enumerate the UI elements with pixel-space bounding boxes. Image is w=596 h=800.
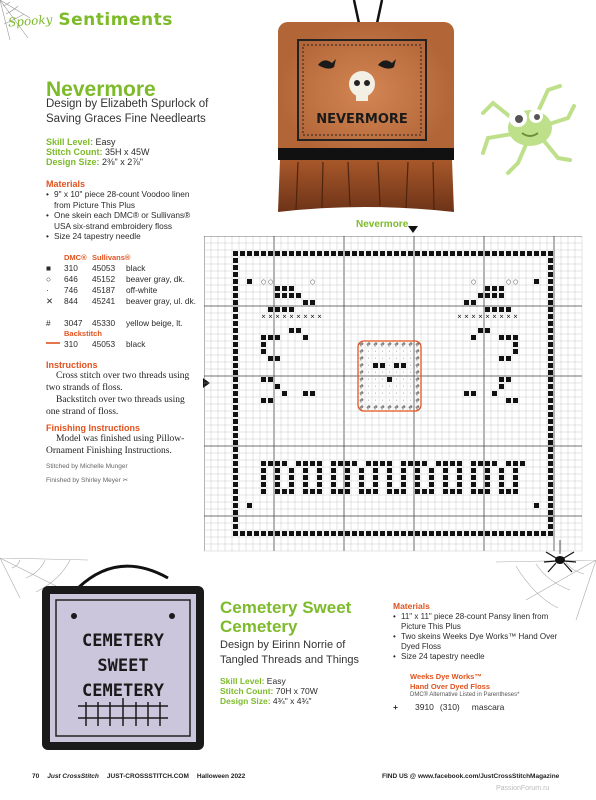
footer-social: FIND US @ www.facebook.com/JustCrossStitchMagazine xyxy=(382,773,560,780)
svg-text:·: · xyxy=(367,355,370,363)
svg-text:#: # xyxy=(393,404,400,412)
svg-text:·: · xyxy=(388,390,391,398)
list-item: • Size 24 tapestry needle xyxy=(393,652,573,662)
svg-text:·: · xyxy=(381,376,384,384)
instructions-p1: Cross stitch over two threads using two strands of floss. xyxy=(46,371,190,393)
svg-text:·: · xyxy=(409,355,412,363)
svg-text:#: # xyxy=(372,341,379,349)
cartoon-spider-icon xyxy=(478,78,578,178)
instructions-p2: Backstitch over two threads using one strand of floss. xyxy=(46,395,185,417)
svg-text:·: · xyxy=(367,390,370,398)
svg-text:·: · xyxy=(374,397,377,405)
svg-text:·: · xyxy=(402,390,405,398)
svg-text:✕: ✕ xyxy=(295,313,302,321)
svg-text:#: # xyxy=(414,404,421,412)
ornament-line-3: CEMETERY xyxy=(82,681,164,701)
key-dmc-header: DMC® xyxy=(64,253,87,262)
svg-text:·: · xyxy=(367,397,370,405)
svg-text:·: · xyxy=(367,348,370,356)
svg-text:○: ○ xyxy=(260,278,267,286)
svg-text:#: # xyxy=(358,376,365,384)
list-item: • Size 24 tapestry needle xyxy=(46,231,196,242)
svg-text:#: # xyxy=(414,397,421,405)
svg-text:·: · xyxy=(374,355,377,363)
svg-text:·: · xyxy=(388,355,391,363)
magazine-site: JUST-CROSSSTITCH.COM xyxy=(106,773,189,780)
svg-text:#: # xyxy=(358,397,365,405)
nevermore-designer-2: Saving Graces Fine Needlearts xyxy=(46,113,206,125)
svg-text:·: · xyxy=(409,397,412,405)
backstitch-heading: Backstitch xyxy=(64,329,102,338)
svg-text:○: ○ xyxy=(309,278,316,286)
nevermore-pillow-photo xyxy=(268,0,460,215)
svg-text:·: · xyxy=(409,376,412,384)
watermark: PassionForum.ru xyxy=(496,785,550,792)
svg-text:✕: ✕ xyxy=(316,313,323,321)
cemetery-materials-heading: Materials xyxy=(393,601,430,611)
hanging-spider-icon xyxy=(540,540,580,576)
list-item: • 9" x 10" piece 28-count Voodoo linen from Picture This Plus xyxy=(46,189,196,210)
cemetery-materials-list xyxy=(393,612,573,662)
svg-text:○: ○ xyxy=(505,278,512,286)
svg-text:·: · xyxy=(367,362,370,370)
key-sullivans-header: Sullivans® xyxy=(92,253,131,262)
svg-text:·: · xyxy=(402,397,405,405)
cemetery-ornament-photo xyxy=(38,558,208,753)
nevermore-materials-list xyxy=(46,189,196,242)
svg-text:·: · xyxy=(402,369,405,377)
svg-text:#: # xyxy=(365,404,372,412)
key-row: 310 45053 black xyxy=(46,339,196,350)
svg-text:·: · xyxy=(409,348,412,356)
svg-text:#: # xyxy=(365,341,372,349)
svg-text:#: # xyxy=(407,341,414,349)
svg-text:○: ○ xyxy=(512,278,519,286)
finished-by: Finished by Shirley Meyer ✂ xyxy=(46,477,129,484)
cemetery-skill: Skill Level: Easy xyxy=(220,676,286,686)
magazine-name: Just CrossStitch xyxy=(47,773,99,780)
svg-text:·: · xyxy=(402,376,405,384)
finishing-text: Model was finished using Pillow-Ornament Finishing Instructions. xyxy=(46,434,185,456)
svg-text:·: · xyxy=(374,390,377,398)
page-number: 70 xyxy=(32,773,40,780)
svg-text:·: · xyxy=(374,348,377,356)
instructions-heading: Instructions xyxy=(46,360,98,370)
svg-text:#: # xyxy=(414,341,421,349)
svg-text:#: # xyxy=(414,383,421,391)
svg-text:#: # xyxy=(358,383,365,391)
svg-text:·: · xyxy=(381,397,384,405)
svg-text:·: · xyxy=(381,383,384,391)
ornament-line-2: SWEET xyxy=(97,656,149,676)
svg-text:·: · xyxy=(367,376,370,384)
header-spooky: Spooky xyxy=(7,12,53,30)
svg-text:·: · xyxy=(409,362,412,370)
key-row: ○ 646 45152 beaver gray, dk. xyxy=(46,274,185,284)
svg-text:✕: ✕ xyxy=(267,313,274,321)
cemetery-size: Design Size: 4¾" x 4¾" xyxy=(220,696,312,706)
svg-text:·: · xyxy=(402,348,405,356)
backstitch-line-icon xyxy=(46,339,60,347)
svg-text:·: · xyxy=(395,348,398,356)
svg-text:·: · xyxy=(381,390,384,398)
svg-text:#: # xyxy=(414,348,421,356)
svg-text:✕: ✕ xyxy=(274,313,281,321)
key-row: ✕ 844 45241 beaver gray, ul. dk. xyxy=(46,296,196,306)
svg-text:✕: ✕ xyxy=(505,313,512,321)
wdw-heading: Weeks Dye Works™ Hand Over Dyed Floss xyxy=(410,672,491,691)
svg-text:·: · xyxy=(402,355,405,363)
ornament-line-1: CEMETERY xyxy=(82,631,164,651)
svg-text:·: · xyxy=(367,383,370,391)
svg-text:·: · xyxy=(388,369,391,377)
cemetery-key-row: + 3910 (310) mascara xyxy=(393,702,505,712)
svg-text:✕: ✕ xyxy=(302,313,309,321)
svg-text:#: # xyxy=(372,404,379,412)
svg-text:#: # xyxy=(414,369,421,377)
svg-text:#: # xyxy=(358,355,365,363)
svg-text:#: # xyxy=(358,390,365,398)
nevermore-designer-1: Design by Elizabeth Spurlock of xyxy=(46,98,209,110)
key-row: · 746 45187 off-white xyxy=(46,285,158,295)
svg-text:#: # xyxy=(358,362,365,370)
chart-title: Nevermore xyxy=(356,219,409,230)
chart-grid xyxy=(204,236,586,556)
needle-icon: ✂ xyxy=(122,477,129,484)
pillow-text: NEVERMORE xyxy=(316,112,408,127)
svg-text:✕: ✕ xyxy=(260,313,267,321)
list-item: • One skein each DMC® or Sullivans® USA six-strand embroidery floss xyxy=(46,210,196,231)
list-item: • Two skeins Weeks Dye Works™ Hand Over Dyed Floss xyxy=(393,632,573,652)
cemetery-designer: Design by Eirinn Norrie of Tangled Threads and Things xyxy=(220,639,360,666)
svg-text:✕: ✕ xyxy=(456,313,463,321)
svg-text:✕: ✕ xyxy=(512,313,519,321)
svg-text:#: # xyxy=(414,376,421,384)
svg-text:·: · xyxy=(388,397,391,405)
finishing-heading: Finishing Instructions xyxy=(46,423,140,433)
svg-text:·: · xyxy=(381,369,384,377)
svg-text:#: # xyxy=(400,341,407,349)
svg-text:#: # xyxy=(379,341,386,349)
wdw-note: DMC® Alternative Listed in Parentheses* xyxy=(410,692,520,698)
cemetery-title: Cemetery Sweet Cemetery xyxy=(220,598,352,636)
chart-center-arrow-top xyxy=(408,226,418,234)
svg-text:#: # xyxy=(379,404,386,412)
svg-text:#: # xyxy=(414,390,421,398)
svg-text:·: · xyxy=(395,390,398,398)
svg-text:·: · xyxy=(395,355,398,363)
svg-text:#: # xyxy=(414,362,421,370)
svg-text:·: · xyxy=(409,383,412,391)
svg-text:#: # xyxy=(393,341,400,349)
svg-text:#: # xyxy=(407,404,414,412)
svg-text:✕: ✕ xyxy=(463,313,470,321)
svg-text:✕: ✕ xyxy=(288,313,295,321)
svg-text:·: · xyxy=(367,369,370,377)
svg-text:#: # xyxy=(358,341,365,349)
list-item: • 11" x 11" piece 28-count Pansy linen from Picture This Plus xyxy=(393,612,573,632)
svg-text:✕: ✕ xyxy=(281,313,288,321)
svg-text:○: ○ xyxy=(267,278,274,286)
svg-text:#: # xyxy=(358,348,365,356)
cross-stitch-chart xyxy=(204,236,586,556)
svg-text:#: # xyxy=(386,341,393,349)
svg-text:#: # xyxy=(358,369,365,377)
nevermore-count: Stitch Count: 35H x 45W xyxy=(46,147,150,157)
svg-text:✕: ✕ xyxy=(309,313,316,321)
svg-text:·: · xyxy=(409,390,412,398)
svg-text:✕: ✕ xyxy=(498,313,505,321)
svg-text:·: · xyxy=(395,383,398,391)
svg-text:·: · xyxy=(395,397,398,405)
svg-text:·: · xyxy=(388,362,391,370)
svg-text:·: · xyxy=(374,369,377,377)
nevermore-skill: Skill Level: Easy xyxy=(46,137,116,147)
nevermore-materials-heading: Materials xyxy=(46,179,86,189)
svg-text:·: · xyxy=(374,383,377,391)
svg-text:#: # xyxy=(400,404,407,412)
svg-text:·: · xyxy=(381,348,384,356)
svg-text:#: # xyxy=(358,404,365,412)
svg-text:·: · xyxy=(388,383,391,391)
svg-text:·: · xyxy=(395,376,398,384)
issue-name: Halloween 2022 xyxy=(196,773,246,780)
svg-text:·: · xyxy=(381,355,384,363)
svg-text:#: # xyxy=(414,355,421,363)
key-row: # 3047 45330 yellow beige, lt. xyxy=(46,318,183,328)
cemetery-count: Stitch Count: 70H x 70W xyxy=(220,686,318,696)
svg-text:✕: ✕ xyxy=(484,313,491,321)
svg-text:·: · xyxy=(409,369,412,377)
svg-text:✕: ✕ xyxy=(477,313,484,321)
svg-text:·: · xyxy=(402,383,405,391)
svg-text:·: · xyxy=(388,348,391,356)
header-sentiments: Sentiments xyxy=(58,10,173,30)
section-header xyxy=(8,10,173,36)
nevermore-title: Nevermore xyxy=(46,78,156,101)
svg-text:·: · xyxy=(395,369,398,377)
nevermore-size: Design Size: 2⅜" x 2⅞" xyxy=(46,157,143,167)
key-row: ■ 310 45053 black xyxy=(46,263,146,273)
svg-text:#: # xyxy=(386,404,393,412)
svg-text:✕: ✕ xyxy=(470,313,477,321)
svg-text:·: · xyxy=(374,376,377,384)
stitched-by: Stitched by Michelle Munger xyxy=(46,463,128,470)
svg-text:✕: ✕ xyxy=(491,313,498,321)
svg-text:○: ○ xyxy=(470,278,477,286)
footer xyxy=(32,773,245,780)
